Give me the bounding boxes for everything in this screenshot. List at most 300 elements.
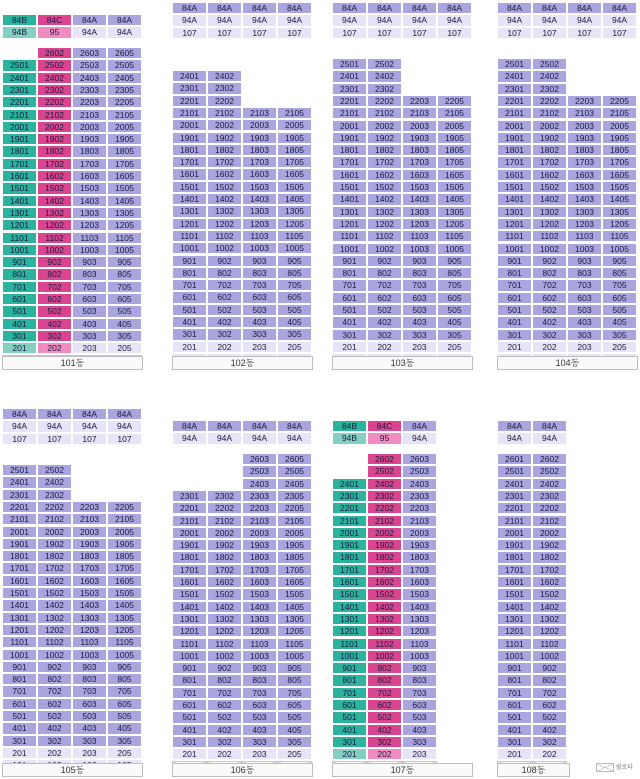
unit-cell: 2003 <box>402 527 437 539</box>
unit-cell: 1102 <box>207 230 242 242</box>
unit-cell: 501 <box>2 710 37 722</box>
unit-cell: 1702 <box>37 562 72 574</box>
unit-cell: 803 <box>402 674 437 686</box>
unit-cell: 1505 <box>602 181 637 193</box>
unit-cell: 1803 <box>242 551 277 563</box>
unit-cell: 1201 <box>2 219 37 231</box>
unit-cell: 205 <box>437 341 472 353</box>
unit-cell: 1203 <box>402 625 437 637</box>
unit-cell: 2501 <box>497 58 532 70</box>
unit-cell: 1703 <box>567 156 602 168</box>
unit-type-cell: 84A <box>567 2 602 14</box>
unit-cell: 405 <box>602 316 637 328</box>
unit-cell: 1203 <box>402 218 437 230</box>
unit-type-cell: 95 <box>367 432 402 444</box>
unit-cell: 1605 <box>107 170 142 182</box>
unit-cell: 2301 <box>2 84 37 96</box>
unit-cell: 801 <box>497 267 532 279</box>
unit-cell: 302 <box>532 736 567 748</box>
unit-cell: 201 <box>332 748 367 760</box>
unit-cell: 2102 <box>367 515 402 527</box>
unit-cell: 2002 <box>532 527 567 539</box>
unit-cell: 1005 <box>602 243 637 255</box>
unit-cell: 403 <box>567 316 602 328</box>
unit-cell: 1601 <box>172 576 207 588</box>
unit-cell: 503 <box>402 304 437 316</box>
unit-cell: 1901 <box>332 132 367 144</box>
unit-cell: 1701 <box>332 156 367 168</box>
unit-cell: 301 <box>497 736 532 748</box>
unit-cell: 1605 <box>277 576 312 588</box>
unit-cell: 703 <box>567 279 602 291</box>
unit-cell: 2102 <box>532 515 567 527</box>
unit-cell: 2205 <box>437 95 472 107</box>
unit-cell: 1405 <box>107 599 142 611</box>
unit-cell: 1302 <box>532 206 567 218</box>
unit-cell: 2201 <box>172 95 207 107</box>
unit-cell: 1905 <box>277 539 312 551</box>
unit-cell: 1701 <box>2 158 37 170</box>
unit-cell: 701 <box>172 687 207 699</box>
unit-cell: 2303 <box>242 490 277 502</box>
unit-cell: 1302 <box>532 613 567 625</box>
unit-cell: 1002 <box>37 244 72 256</box>
unit-cell: 2001 <box>172 119 207 131</box>
unit-type-cell: 94A <box>567 14 602 26</box>
unit-cell: 505 <box>277 304 312 316</box>
unit-cell: 905 <box>277 662 312 674</box>
unit-cell: 501 <box>332 711 367 723</box>
unit-cell: 2402 <box>532 478 567 490</box>
unit-cell: 1201 <box>332 625 367 637</box>
unit-cell: 1402 <box>367 193 402 205</box>
unit-cell: 301 <box>332 329 367 341</box>
unit-cell: 2001 <box>332 120 367 132</box>
unit-cell: 901 <box>497 662 532 674</box>
unit-cell: 602 <box>37 698 72 710</box>
unit-cell: 702 <box>367 279 402 291</box>
unit-cell: 501 <box>2 305 37 317</box>
unit-cell: 2402 <box>207 70 242 82</box>
unit-cell: 1705 <box>602 156 637 168</box>
unit-cell: 2105 <box>602 107 637 119</box>
unit-cell: 2102 <box>532 107 567 119</box>
unit-type-cell: 94A <box>207 14 242 26</box>
unit-type-cell: 94B <box>2 26 37 38</box>
unit-cell: 502 <box>37 710 72 722</box>
unit-cell: 2603 <box>402 453 437 465</box>
unit-cell: 1405 <box>437 193 472 205</box>
unit-cell: 201 <box>2 747 37 759</box>
unit-cell: 1203 <box>567 218 602 230</box>
unit-cell: 702 <box>37 281 72 293</box>
unit-cell: 1801 <box>2 550 37 562</box>
unit-cell: 1105 <box>107 636 142 648</box>
unit-cell: 605 <box>437 292 472 304</box>
unit-cell: 1202 <box>207 218 242 230</box>
unit-cell: 1701 <box>332 564 367 576</box>
unit-type-cell: 107 <box>242 27 277 39</box>
unit-cell: 2505 <box>107 59 142 71</box>
unit-cell: 1301 <box>172 613 207 625</box>
unit-type-cell: 84A <box>107 14 142 26</box>
unit-cell: 1103 <box>567 230 602 242</box>
unit-cell: 201 <box>332 341 367 353</box>
unit-cell: 1405 <box>277 193 312 205</box>
unit-cell: 802 <box>37 268 72 280</box>
unit-type-cell: 94A <box>532 432 567 444</box>
unit-cell: 302 <box>367 736 402 748</box>
unit-cell: 2102 <box>37 109 72 121</box>
unit-cell: 1703 <box>72 562 107 574</box>
unit-cell: 602 <box>532 292 567 304</box>
unit-cell: 2401 <box>332 478 367 490</box>
unit-cell: 2401 <box>2 476 37 488</box>
unit-cell: 1503 <box>402 181 437 193</box>
unit-cell: 2101 <box>2 109 37 121</box>
unit-cell: 1802 <box>207 144 242 156</box>
unit-cell: 1601 <box>497 576 532 588</box>
unit-cell: 501 <box>332 304 367 316</box>
unit-cell: 1401 <box>332 601 367 613</box>
unit-cell: 903 <box>402 662 437 674</box>
unit-type-cell: 107 <box>207 27 242 39</box>
unit-cell: 605 <box>107 293 142 305</box>
unit-cell: 1705 <box>107 158 142 170</box>
unit-cell: 802 <box>367 674 402 686</box>
unit-cell: 403 <box>242 724 277 736</box>
unit-cell: 2401 <box>172 70 207 82</box>
unit-type-cell: 94A <box>332 14 367 26</box>
unit-cell: 1103 <box>242 638 277 650</box>
unit-cell: 503 <box>242 711 277 723</box>
unit-cell: 1202 <box>37 219 72 231</box>
unit-type-cell: 84A <box>242 2 277 14</box>
unit-cell: 2203 <box>402 502 437 514</box>
unit-type-cell: 94A <box>72 420 107 432</box>
building-label: 104동 <box>497 356 638 370</box>
unit-type-cell: 107 <box>277 27 312 39</box>
unit-cell: 2401 <box>497 478 532 490</box>
unit-cell: 2302 <box>37 489 72 501</box>
unit-cell: 605 <box>277 291 312 303</box>
unit-cell: 1802 <box>37 145 72 157</box>
unit-type-cell: 94A <box>2 420 37 432</box>
unit-cell: 1905 <box>107 538 142 550</box>
unit-cell: 2002 <box>37 121 72 133</box>
unit-cell: 803 <box>242 674 277 686</box>
unit-cell: 805 <box>277 267 312 279</box>
unit-cell: 1702 <box>207 156 242 168</box>
unit-cell: 1001 <box>497 243 532 255</box>
unit-cell: 1303 <box>242 205 277 217</box>
building-label: 102동 <box>172 356 313 370</box>
unit-cell: 1401 <box>172 193 207 205</box>
unit-cell: 2501 <box>497 465 532 477</box>
unit-type-cell: 94A <box>242 14 277 26</box>
unit-cell: 1603 <box>72 170 107 182</box>
unit-cell: 1105 <box>277 230 312 242</box>
unit-cell: 1003 <box>402 650 437 662</box>
unit-cell: 505 <box>107 710 142 722</box>
unit-cell: 2405 <box>277 478 312 490</box>
unit-cell: 303 <box>242 328 277 340</box>
unit-cell: 903 <box>402 255 437 267</box>
unit-cell: 2403 <box>242 478 277 490</box>
unit-cell: 2201 <box>332 502 367 514</box>
unit-cell: 605 <box>602 292 637 304</box>
unit-cell: 2402 <box>37 476 72 488</box>
unit-cell: 1403 <box>242 601 277 613</box>
unit-cell: 402 <box>367 724 402 736</box>
unit-cell: 505 <box>602 304 637 316</box>
unit-cell: 1302 <box>207 613 242 625</box>
unit-cell: 701 <box>332 279 367 291</box>
unit-cell: 601 <box>2 293 37 305</box>
unit-cell: 902 <box>532 255 567 267</box>
unit-type-cell: 94A <box>107 420 142 432</box>
unit-cell: 1302 <box>367 206 402 218</box>
unit-cell: 203 <box>72 747 107 759</box>
unit-cell: 203 <box>242 341 277 353</box>
unit-type-cell: 84A <box>37 408 72 420</box>
unit-type-cell: 84A <box>497 420 532 432</box>
unit-cell: 1502 <box>532 181 567 193</box>
unit-cell: 401 <box>497 316 532 328</box>
unit-cell: 201 <box>172 341 207 353</box>
unit-cell: 2301 <box>497 490 532 502</box>
unit-cell: 2105 <box>107 513 142 525</box>
unit-cell: 1702 <box>37 158 72 170</box>
unit-cell: 2102 <box>37 513 72 525</box>
unit-cell: 1505 <box>107 587 142 599</box>
unit-cell: 1201 <box>497 625 532 637</box>
unit-cell: 1103 <box>402 230 437 242</box>
unit-cell: 303 <box>567 329 602 341</box>
unit-cell: 1001 <box>172 650 207 662</box>
unit-type-cell: 94A <box>207 432 242 444</box>
unit-cell: 1502 <box>207 181 242 193</box>
unit-cell: 2305 <box>277 490 312 502</box>
unit-cell: 2202 <box>367 502 402 514</box>
unit-cell: 1702 <box>367 156 402 168</box>
unit-cell: 2301 <box>332 490 367 502</box>
unit-cell: 1002 <box>532 650 567 662</box>
unit-cell: 705 <box>277 279 312 291</box>
unit-cell: 1501 <box>332 588 367 600</box>
unit-cell: 2101 <box>332 515 367 527</box>
unit-cell: 701 <box>332 687 367 699</box>
unit-cell: 1901 <box>497 132 532 144</box>
unit-cell: 705 <box>107 685 142 697</box>
unit-cell: 1602 <box>37 170 72 182</box>
unit-cell: 201 <box>172 748 207 760</box>
unit-cell: 503 <box>72 710 107 722</box>
unit-cell: 303 <box>402 329 437 341</box>
unit-cell: 1803 <box>567 144 602 156</box>
unit-cell: 1905 <box>277 132 312 144</box>
unit-cell: 2005 <box>437 120 472 132</box>
unit-cell: 1102 <box>37 232 72 244</box>
unit-cell: 1201 <box>172 625 207 637</box>
unit-cell: 1503 <box>567 181 602 193</box>
unit-cell: 1802 <box>207 551 242 563</box>
unit-cell: 1203 <box>242 218 277 230</box>
unit-cell: 401 <box>497 724 532 736</box>
unit-cell: 2001 <box>497 527 532 539</box>
unit-cell: 301 <box>2 330 37 342</box>
unit-cell: 2302 <box>532 490 567 502</box>
unit-cell: 305 <box>437 329 472 341</box>
unit-type-cell: 107 <box>107 433 142 445</box>
unit-cell: 2501 <box>332 58 367 70</box>
unit-cell: 803 <box>72 673 107 685</box>
unit-cell: 502 <box>532 304 567 316</box>
unit-cell: 1803 <box>72 145 107 157</box>
unit-cell: 205 <box>277 341 312 353</box>
unit-cell: 1501 <box>172 181 207 193</box>
unit-type-cell: 84A <box>172 420 207 432</box>
unit-cell: 1401 <box>2 599 37 611</box>
unit-cell: 902 <box>37 661 72 673</box>
unit-cell: 1202 <box>367 218 402 230</box>
unit-cell: 2202 <box>532 95 567 107</box>
unit-cell: 2101 <box>332 107 367 119</box>
unit-cell: 1102 <box>532 230 567 242</box>
unit-cell: 2401 <box>497 70 532 82</box>
unit-cell: 1503 <box>242 181 277 193</box>
unit-cell: 2605 <box>107 47 142 59</box>
unit-cell: 1303 <box>402 613 437 625</box>
unit-cell: 2302 <box>367 83 402 95</box>
unit-cell: 701 <box>2 685 37 697</box>
unit-cell: 1201 <box>2 624 37 636</box>
unit-cell: 1602 <box>207 168 242 180</box>
unit-cell: 1502 <box>367 588 402 600</box>
unit-cell: 1302 <box>367 613 402 625</box>
unit-cell: 1003 <box>72 244 107 256</box>
unit-cell: 1002 <box>367 650 402 662</box>
unit-cell: 2603 <box>242 453 277 465</box>
unit-type-cell: 84A <box>497 2 532 14</box>
unit-cell: 901 <box>497 255 532 267</box>
unit-type-cell: 94B <box>332 432 367 444</box>
unit-cell: 1203 <box>72 219 107 231</box>
unit-cell: 802 <box>532 674 567 686</box>
unit-cell: 1602 <box>37 575 72 587</box>
unit-cell: 502 <box>532 711 567 723</box>
unit-type-cell: 107 <box>602 27 637 39</box>
unit-cell: 602 <box>37 293 72 305</box>
unit-cell: 302 <box>532 329 567 341</box>
unit-cell: 1805 <box>602 144 637 156</box>
unit-cell: 2602 <box>532 453 567 465</box>
unit-type-cell: 94A <box>242 432 277 444</box>
unit-cell: 1005 <box>277 242 312 254</box>
unit-cell: 2203 <box>242 502 277 514</box>
unit-cell: 505 <box>277 711 312 723</box>
unit-cell: 1805 <box>107 550 142 562</box>
unit-type-cell: 84A <box>367 2 402 14</box>
unit-cell: 501 <box>497 304 532 316</box>
unit-cell: 1701 <box>497 564 532 576</box>
unit-cell: 701 <box>172 279 207 291</box>
unit-cell: 1101 <box>172 638 207 650</box>
unit-cell: 2205 <box>602 95 637 107</box>
unit-cell: 1605 <box>277 168 312 180</box>
unit-cell: 2003 <box>72 121 107 133</box>
unit-cell: 505 <box>437 304 472 316</box>
unit-cell: 203 <box>72 342 107 354</box>
unit-cell: 1703 <box>242 564 277 576</box>
unit-cell: 2001 <box>2 121 37 133</box>
unit-cell: 1802 <box>367 551 402 563</box>
unit-cell: 1501 <box>172 588 207 600</box>
unit-type-cell: 94A <box>402 432 437 444</box>
unit-cell: 1005 <box>277 650 312 662</box>
unit-cell: 903 <box>72 661 107 673</box>
unit-cell: 1503 <box>242 588 277 600</box>
unit-cell: 1903 <box>72 133 107 145</box>
unit-cell: 403 <box>402 724 437 736</box>
unit-type-cell: 84A <box>72 408 107 420</box>
unit-cell: 802 <box>207 267 242 279</box>
unit-cell: 1703 <box>402 156 437 168</box>
unit-cell: 2302 <box>207 82 242 94</box>
unit-cell: 805 <box>107 268 142 280</box>
unit-cell: 1305 <box>602 206 637 218</box>
unit-cell: 1502 <box>37 587 72 599</box>
unit-cell: 1001 <box>2 244 37 256</box>
unit-cell: 1605 <box>437 169 472 181</box>
unit-cell: 2201 <box>497 95 532 107</box>
unit-cell: 802 <box>532 267 567 279</box>
unit-cell: 2103 <box>242 107 277 119</box>
unit-cell: 1205 <box>107 219 142 231</box>
unit-cell: 1503 <box>402 588 437 600</box>
unit-cell: 303 <box>72 330 107 342</box>
unit-cell: 2001 <box>2 526 37 538</box>
unit-cell: 901 <box>332 662 367 674</box>
unit-type-cell: 84A <box>437 2 472 14</box>
unit-cell: 402 <box>37 318 72 330</box>
unit-cell: 805 <box>602 267 637 279</box>
unit-type-cell: 107 <box>437 27 472 39</box>
unit-cell: 1105 <box>602 230 637 242</box>
unit-cell: 2102 <box>367 107 402 119</box>
unit-cell: 2002 <box>367 527 402 539</box>
unit-cell: 805 <box>277 674 312 686</box>
unit-cell: 1901 <box>172 539 207 551</box>
unit-cell: 1101 <box>172 230 207 242</box>
unit-cell: 1603 <box>72 575 107 587</box>
unit-cell: 1102 <box>207 638 242 650</box>
unit-cell: 1901 <box>172 132 207 144</box>
unit-cell: 1903 <box>72 538 107 550</box>
unit-cell: 2405 <box>107 72 142 84</box>
unit-cell: 1705 <box>107 562 142 574</box>
unit-cell: 1002 <box>37 649 72 661</box>
unit-cell: 1902 <box>367 132 402 144</box>
unit-cell: 2403 <box>72 72 107 84</box>
unit-cell: 202 <box>367 341 402 353</box>
unit-cell: 1805 <box>277 144 312 156</box>
unit-cell: 1303 <box>402 206 437 218</box>
unit-cell: 1403 <box>567 193 602 205</box>
unit-cell: 702 <box>207 687 242 699</box>
unit-cell: 901 <box>172 255 207 267</box>
unit-cell: 1202 <box>207 625 242 637</box>
